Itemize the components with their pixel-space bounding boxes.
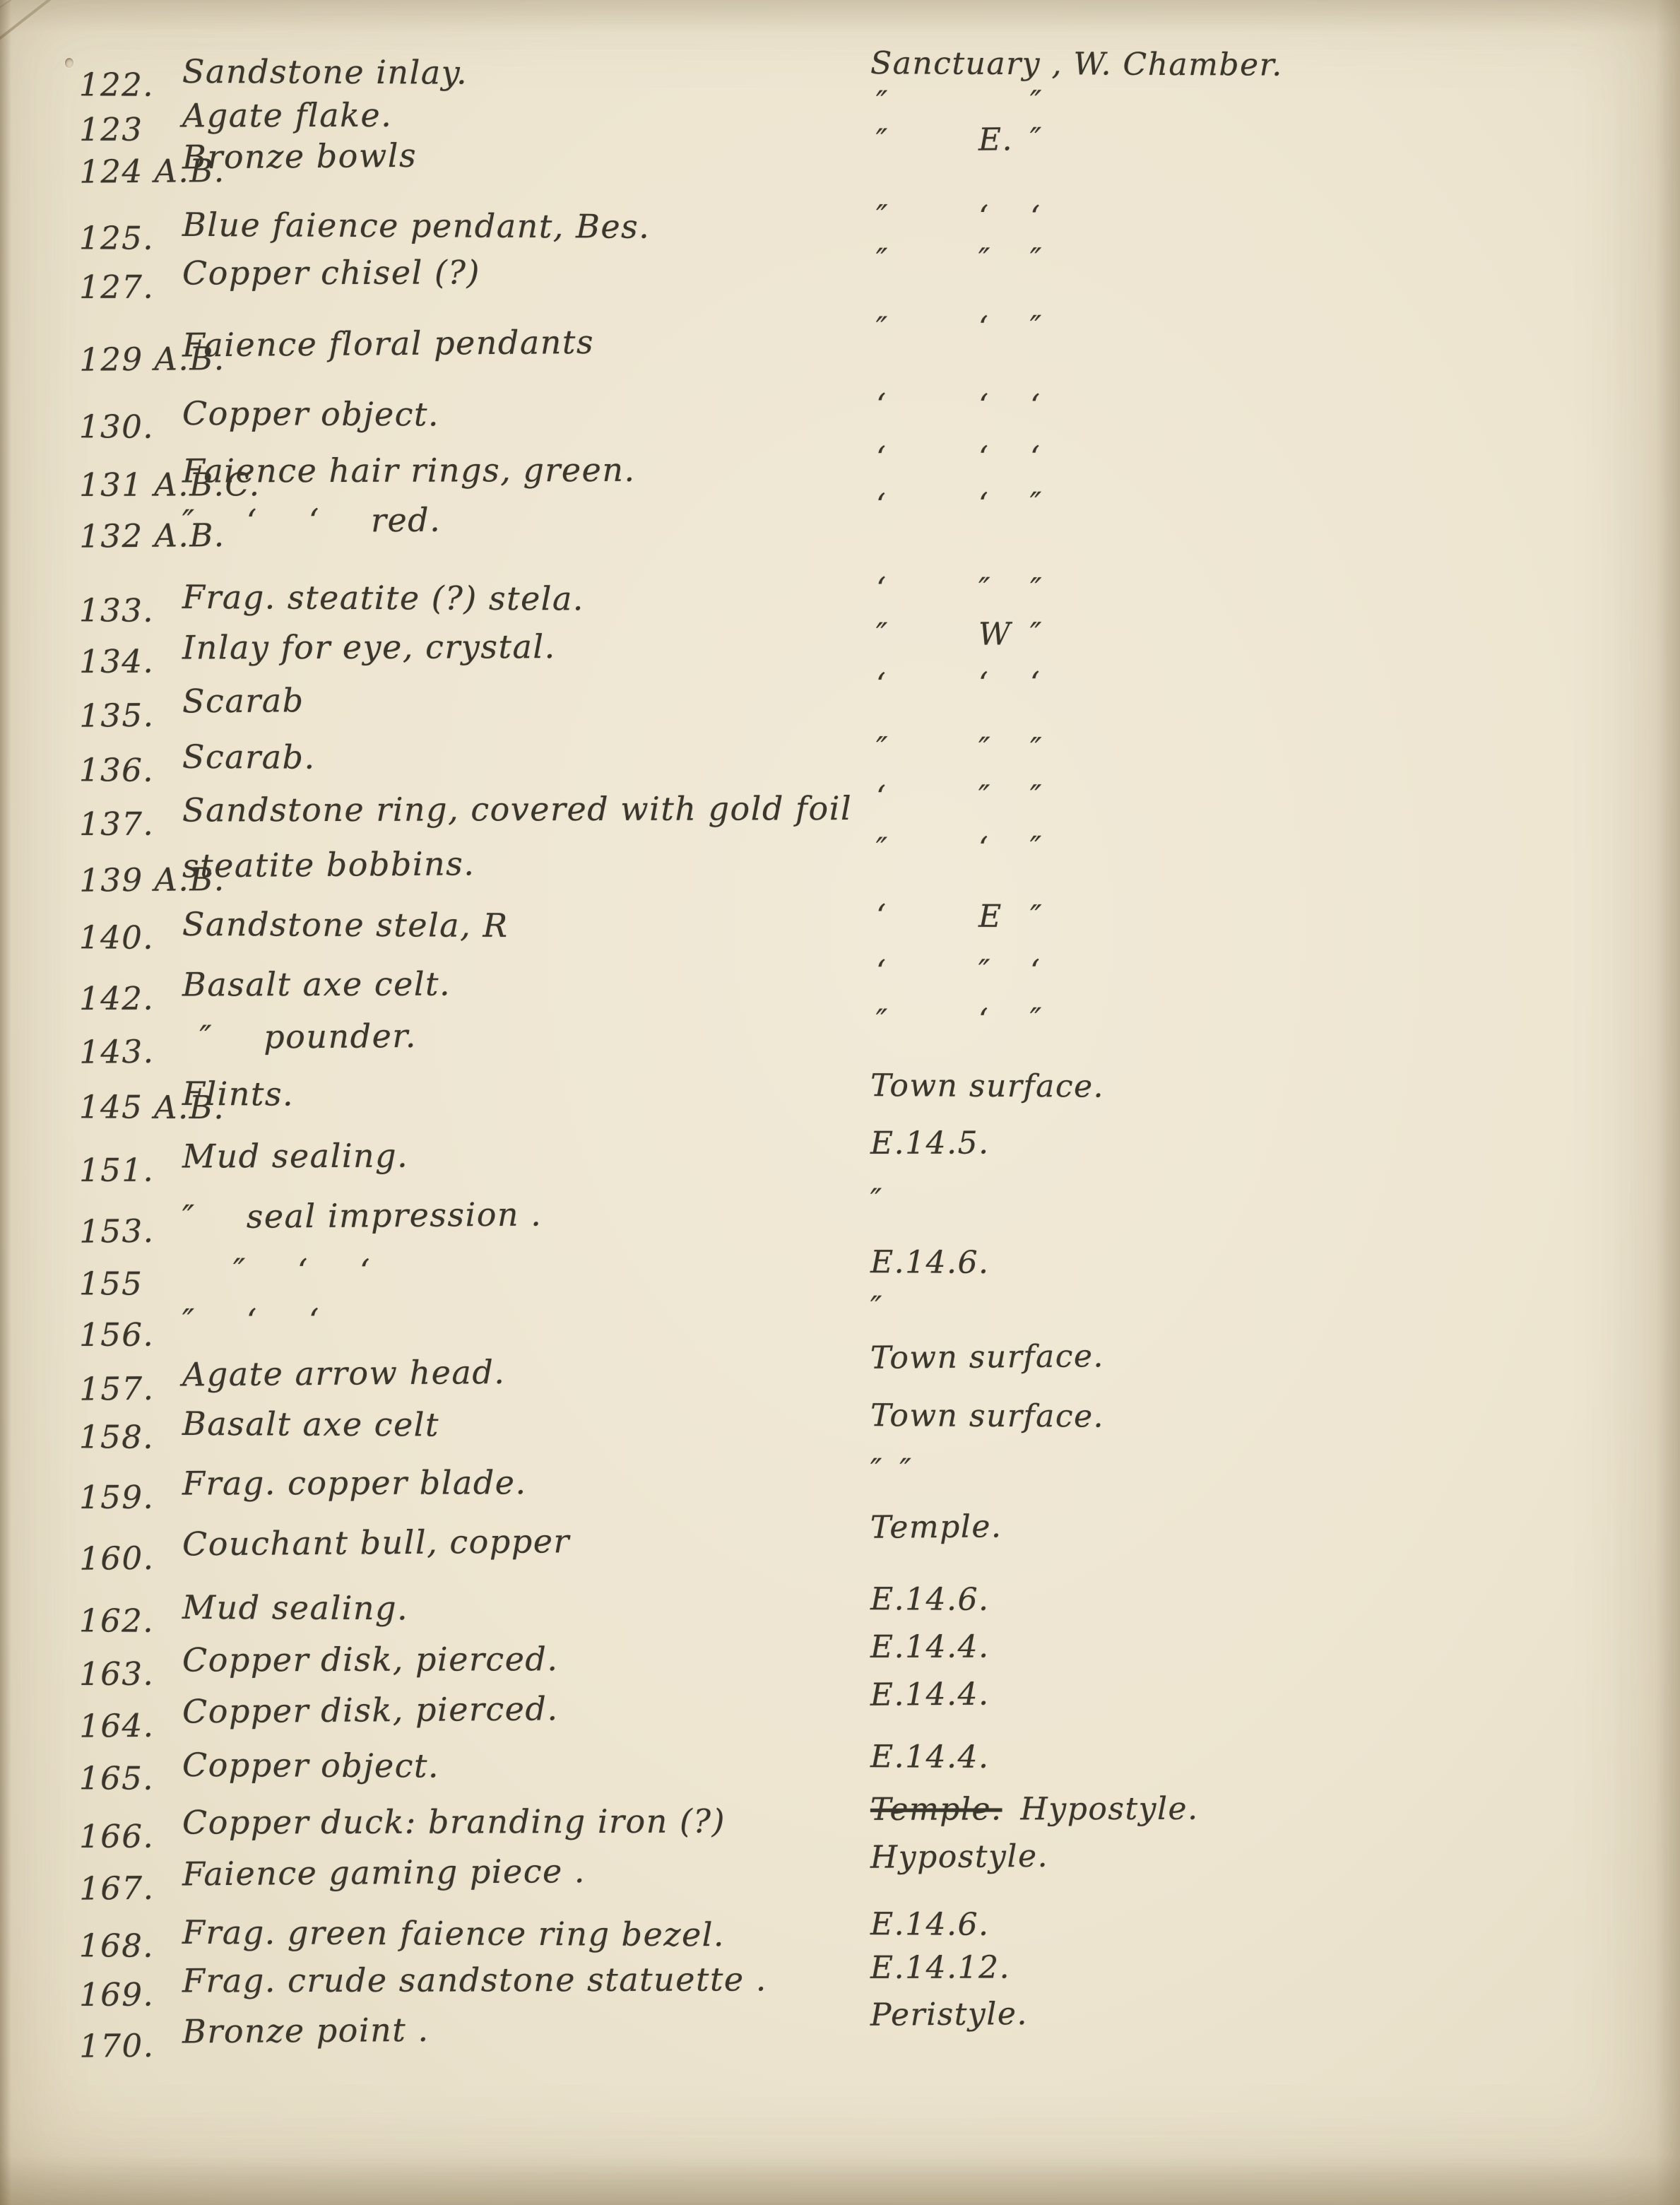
register-row [0, 829, 1680, 899]
findspot-ditto-mark: ″ [875, 310, 889, 347]
object-description: Copper disk, pierced. [182, 1640, 559, 1679]
object-description: Agate arrow head. [182, 1352, 506, 1394]
findspot: Town surface. [870, 1068, 1105, 1105]
object-description: Mud sealing. [182, 1136, 409, 1176]
findspot: E.14.4. [870, 1739, 990, 1775]
findspot-ditto-mark: ʻ [978, 199, 990, 235]
findspot-ditto-mark: W [978, 616, 1012, 653]
findspot-ditto-mark: ʻ [875, 779, 887, 815]
findspot: E.14.12. [870, 1949, 1011, 1986]
object-number: 164. [78, 1706, 155, 1745]
object-description: Scarab [182, 681, 304, 721]
register-row [0, 45, 1680, 104]
object-description: ″ seal impression . [182, 1195, 543, 1236]
findspot-ditto-mark: ″ [1029, 829, 1043, 867]
object-description: Basalt axe celt [182, 1404, 440, 1444]
findspot-ditto-mark: ʻ [875, 387, 887, 424]
findspot: Town surface. [870, 1338, 1105, 1376]
findspot: E.14.5. [870, 1125, 990, 1161]
object-number: 127. [78, 268, 155, 306]
object-number: 169. [78, 1975, 155, 2014]
register-row [0, 1397, 1680, 1456]
register-row [0, 1906, 1680, 1965]
findspot-ditto-mark: ″ [875, 616, 889, 653]
register-row [0, 779, 1680, 843]
register-row [0, 731, 1680, 789]
findspot: E.14.6. [870, 1244, 990, 1281]
register-row [0, 242, 1680, 306]
findspot-ditto-mark: ″ [875, 831, 889, 868]
findspot-ditto-mark: ″ [1029, 899, 1043, 935]
findspot-ditto-mark: ″ [978, 731, 992, 767]
register-row [0, 1790, 1680, 1855]
object-number: 153. [78, 1212, 155, 1251]
findspot-ditto-mark: ʻ [978, 309, 990, 346]
object-description: Copper object. [182, 1745, 440, 1785]
object-description: Copper disk, pierced. [182, 1689, 559, 1731]
findspot: E.14.4. [870, 1676, 990, 1713]
findspot: Sanctuary , W. Chamber. [870, 45, 1283, 83]
findspot: Temple. [870, 1508, 1002, 1546]
object-number: 151. [78, 1151, 155, 1189]
register-row [0, 1739, 1680, 1797]
object-number: 143. [78, 1032, 155, 1071]
object-number: 162. [78, 1602, 155, 1640]
findspot-ditto-mark: ʻ [1029, 439, 1041, 476]
findspot-ditto-mark: ″ [1029, 84, 1043, 121]
object-number: 134. [78, 642, 155, 680]
findspot-ditto-mark: ″ [875, 122, 889, 159]
findspot-ditto-mark: ʻ [978, 439, 990, 476]
object-number: 160. [78, 1539, 155, 1578]
findspot: Hypostyle. [870, 1838, 1049, 1876]
findspot-ditto-mark: ″ [875, 242, 889, 278]
object-description: Faience hair rings, green. [182, 450, 636, 490]
object-description: Sandstone ring, covered with gold foil [182, 788, 853, 829]
object-description: ″ ʻ ʻ [182, 1301, 321, 1340]
findspot: ″ [870, 1182, 884, 1219]
findspot-ditto-mark: ʻ [978, 830, 990, 867]
findspot-ditto-mark: ″ [978, 242, 991, 278]
object-description: Scarab. [182, 737, 316, 776]
findspot-ditto-mark: ″ [1029, 309, 1043, 346]
findspot-ditto-mark: ʻ [875, 439, 887, 476]
object-description: Faience gaming piece . [182, 1851, 586, 1893]
findspot-ditto-mark: ″ [978, 779, 991, 815]
object-number: 166. [78, 1817, 155, 1855]
object-number: 157. [78, 1369, 155, 1408]
object-description: ″ ʻ ʻ red. [182, 500, 442, 541]
object-number: 133. [78, 591, 155, 629]
register-row [0, 665, 1680, 735]
object-description: Agate flake. [182, 95, 393, 135]
findspot: ″ [870, 1289, 883, 1326]
object-description: Sandstone stela, R [182, 904, 509, 945]
findspot-ditto-mark: ″ [1029, 121, 1043, 158]
findspot: E.14.6. [870, 1906, 990, 1943]
object-number: 125. [78, 219, 155, 257]
object-description: Bronze bowls [182, 136, 418, 177]
findspot-ditto-mark: ʻ [1029, 665, 1041, 702]
object-description: Blue faience pendant, Bes. [182, 205, 651, 246]
findspot-ditto-mark: E. [978, 122, 1014, 158]
register-row [0, 1676, 1680, 1745]
register-row [0, 1001, 1680, 1071]
findspot-ditto-mark: ″ [875, 731, 889, 767]
findspot [870, 1791, 1199, 1828]
object-number: 131 A.B.C. [78, 466, 261, 504]
object-number: 170. [78, 2026, 155, 2065]
object-description: Sandstone inlay. [182, 52, 468, 92]
register-row [0, 199, 1680, 257]
register-row [0, 1996, 1680, 2065]
findspot-ditto-mark: ʻ [978, 387, 990, 424]
object-number: 139 A.B. [78, 860, 225, 899]
object-number: 140. [78, 918, 155, 957]
findspot-ditto-mark: ʻ [875, 666, 887, 703]
findspot-ditto-mark: ″ [1029, 242, 1043, 278]
object-description: Faience floral pendants [182, 322, 595, 365]
register-row [0, 1244, 1680, 1303]
findspot: ″ ″ [870, 1452, 913, 1489]
object-number: 167. [78, 1869, 155, 1908]
findspot-ditto-mark: ″ [1029, 616, 1043, 653]
findspot-ditto-mark: ″ [1029, 1001, 1043, 1039]
register-row [0, 1508, 1680, 1578]
object-description: Copper object. [182, 394, 440, 434]
register-row [0, 1182, 1680, 1251]
register-row [0, 1338, 1680, 1408]
register-row [0, 1289, 1680, 1354]
register-row [0, 1125, 1680, 1189]
object-description: Copper duck: branding iron (?) [182, 1802, 726, 1842]
findspot-ditto-mark: ʻ [1029, 199, 1041, 236]
register-row [0, 1949, 1680, 2014]
object-number: 159. [78, 1478, 155, 1516]
register-row [0, 616, 1680, 680]
findspot-ditto-mark: E [978, 898, 1002, 935]
object-description: Frag. copper blade. [182, 1463, 527, 1503]
object-description: Bronze point . [182, 2010, 430, 2051]
object-number: 137. [78, 805, 155, 843]
object-number: 136. [78, 751, 155, 789]
object-description: Basalt axe celt. [182, 964, 451, 1004]
findspot-ditto-mark: ″ [875, 84, 889, 121]
findspot-ditto-mark: ʻ [875, 953, 887, 990]
object-description: ″ pounder. [182, 1016, 418, 1057]
findspot-ditto-mark: ″ [978, 571, 992, 608]
object-number: 145 A.B. [78, 1088, 225, 1127]
findspot-ditto-mark: ″ [875, 199, 889, 235]
object-description: steatite bobbins. [182, 844, 475, 885]
findspot-ditto-mark: ″ [978, 953, 991, 990]
findspot-ditto-mark: ʻ [1029, 388, 1041, 425]
findspot-ditto-mark: ʻ [978, 1002, 990, 1039]
findspot-ditto-mark: ʻ [978, 486, 990, 523]
findspot-ditto-mark: ʻ [978, 666, 990, 702]
findspot-ditto-mark: ʻ [875, 487, 887, 524]
findspot: E.14.4. [870, 1628, 990, 1665]
register-row [0, 1452, 1680, 1516]
findspot-ditto-mark: ″ [1029, 779, 1043, 815]
object-number: 165. [78, 1759, 155, 1797]
findspot-struck-out: Temple. [870, 1791, 1002, 1828]
object-description: ″ ʻ ʻ [182, 1251, 372, 1291]
register-row [0, 1581, 1680, 1640]
register-row [0, 387, 1680, 446]
object-number: 124 A.B. [78, 151, 225, 191]
findspot-text: Hypostyle. [1020, 1790, 1199, 1828]
object-description: Frag. crude sandstone statuette . [182, 1960, 767, 2000]
object-description: Inlay for eye, crystal. [182, 627, 556, 667]
object-number: 122. [78, 66, 155, 104]
register-row [0, 1628, 1680, 1693]
findspot: E.14.6. [870, 1581, 990, 1618]
register-row [0, 1068, 1680, 1127]
findspot-ditto-mark: ″ [1029, 485, 1043, 523]
findspot-ditto-mark: ″ [1029, 731, 1043, 768]
object-number: 155 [78, 1265, 143, 1303]
findspot-ditto-mark: ″ [875, 1003, 889, 1039]
register-row [0, 571, 1680, 629]
object-number: 123 [78, 110, 143, 148]
object-description: Flints. [182, 1074, 295, 1113]
findspot-ditto-mark: ʻ [1029, 953, 1041, 990]
register-row [0, 953, 1680, 1017]
register-row [0, 439, 1680, 504]
register-row [0, 898, 1680, 957]
object-description: Couchant bull, copper [182, 1522, 571, 1563]
object-description: Frag. green faience ring bezel. [182, 1913, 726, 1954]
object-description: Mud sealing. [182, 1588, 409, 1628]
findspot-ditto-mark: ″ [1029, 572, 1043, 608]
register-row [0, 309, 1680, 379]
findspot: Peristyle. [870, 1996, 1029, 2033]
object-number: 132 A.B. [78, 516, 225, 555]
object-number: 168. [78, 1927, 155, 1965]
findspot: Town surface. [870, 1397, 1105, 1435]
findspot-ditto-mark: ʻ [875, 571, 887, 608]
register-row [0, 1838, 1680, 1908]
findspot-ditto-mark: ʻ [875, 898, 887, 935]
object-number: 156. [78, 1316, 155, 1354]
object-number: 142. [78, 979, 155, 1017]
object-number: 158. [78, 1418, 155, 1456]
object-number: 130. [78, 408, 155, 446]
object-description: Copper chisel (?) [182, 253, 481, 292]
object-number: 163. [78, 1655, 155, 1693]
object-number: 135. [78, 696, 155, 735]
object-number: 129 A.B. [78, 339, 225, 379]
object-description: Frag. steatite (?) stela. [182, 577, 585, 618]
